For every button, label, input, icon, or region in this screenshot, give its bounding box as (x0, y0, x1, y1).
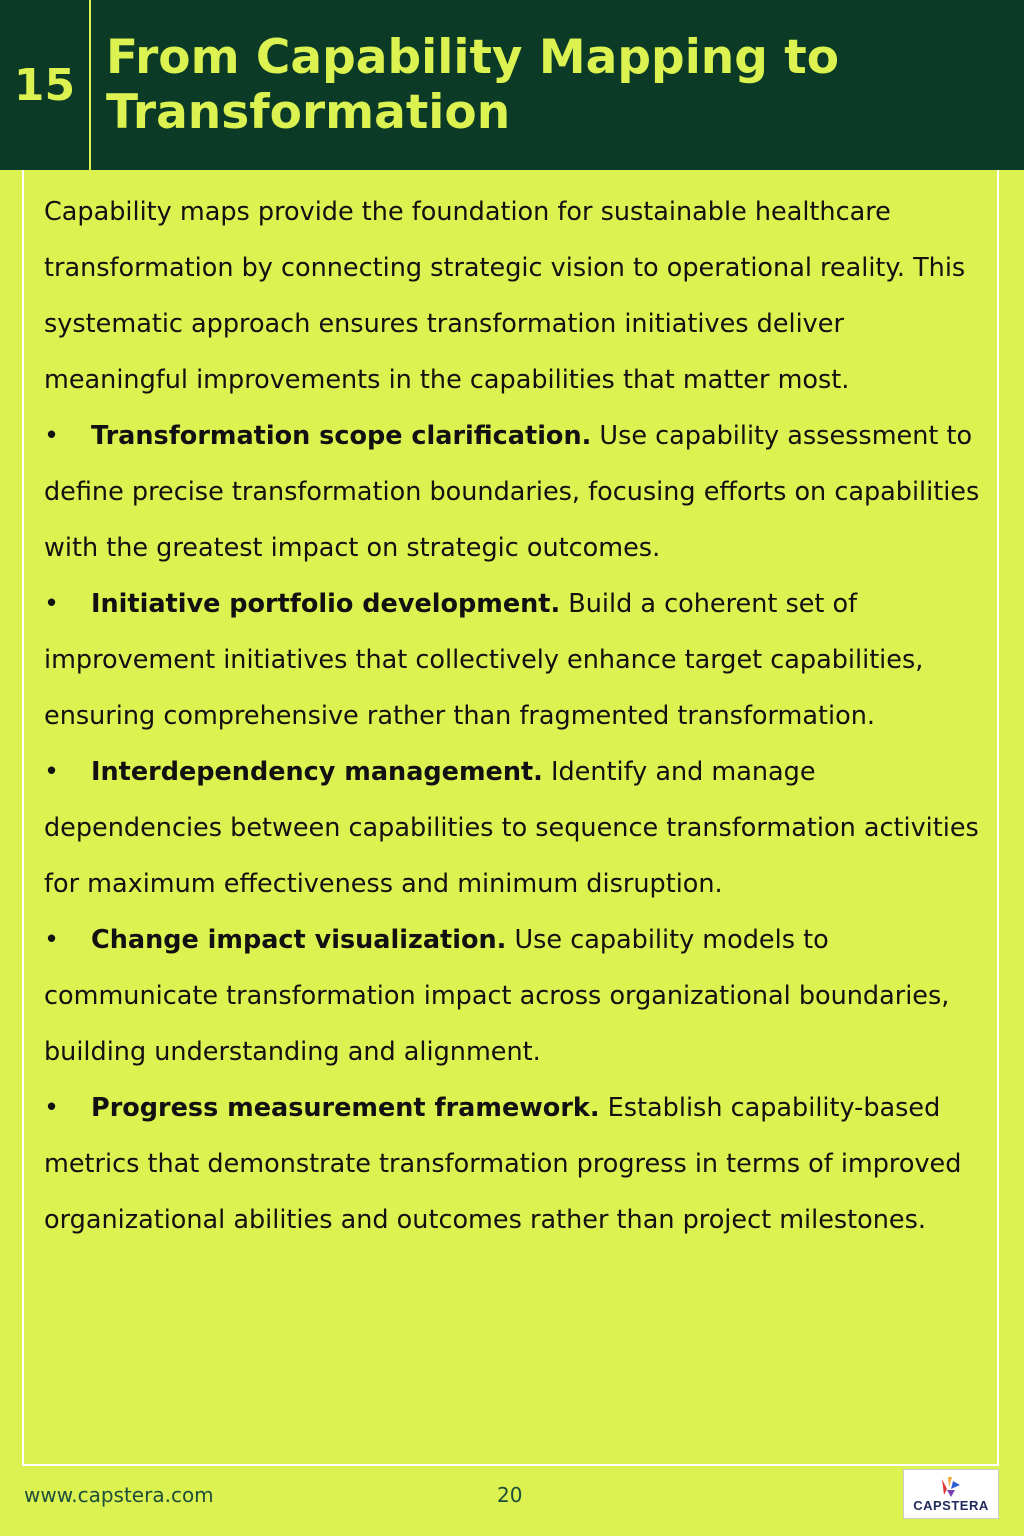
bullet-title: Change impact visualization. (91, 925, 507, 955)
header-divider (89, 0, 91, 170)
logo-text: CAPSTERA (913, 1498, 989, 1513)
bullet-list (44, 408, 984, 1248)
bullet-title: Initiative portfolio development. (91, 589, 561, 619)
footer-website-link[interactable]: www.capstera.com (24, 1483, 214, 1507)
bullet-item: • Progress measurement framework. Establish capability-based metrics that demonstrate transformation progress in terms of improved organizational abilities and outcomes rather than project milestones. (44, 1093, 962, 1235)
page-header (0, 0, 1024, 170)
bullet-item: • Change impact visualization. Use capability models to communicate transformation impact across organizational boundaries, building understanding and alignment. (44, 925, 950, 1067)
bullet-item: • Interdependency management. Identify and manage dependencies between capabilities to sequence transformation activities for maximum effectiveness and minimum disruption. (44, 757, 979, 899)
bullet-text: Use capability models to communicate transformation impact across organizational boundaries, building understanding and alignment. (44, 925, 950, 1067)
page-number: 20 (497, 1483, 523, 1507)
bullet-title: Transformation scope clarification. (91, 421, 592, 451)
capstera-logo-icon (936, 1475, 966, 1499)
capstera-logo (903, 1469, 999, 1519)
content-body (44, 184, 984, 1248)
page-title: From Capability Mapping to Transformation (106, 30, 840, 140)
bullet-text: Use capability assessment to define precise transformation boundaries, focusing efforts on capabilities with the greatest impact on strategic outcomes. (44, 421, 980, 563)
bullet-item: • Transformation scope clarification. Use capability assessment to define precise transformation boundaries, focusing efforts on capabilities with the greatest impact on strategic outcomes. (44, 421, 980, 563)
bullet-title: Progress measurement framework. (91, 1093, 600, 1123)
bullet-text: Build a coherent set of improvement initiatives that collectively enhance target capabilities, ensuring comprehensive rather than fragmented transformation. (44, 589, 924, 731)
bullet-item: • Initiative portfolio development. Build a coherent set of improvement initiatives that collectively enhance target capabilities, ensuring comprehensive rather than fragmented transformation. (44, 589, 924, 731)
bullet-text: Identify and manage dependencies between capabilities to sequence transformation activities for maximum effectiveness and minimum disruption. (44, 757, 979, 899)
intro-paragraph: Capability maps provide the foundation for sustainable healthcare transformation by connecting strategic vision to operational reality. This systematic approach ensures transformation initiatives deliver meaningful improvements in the capabilities that matter most. (44, 197, 966, 395)
bullet-title: Interdependency management. (91, 757, 543, 787)
bullet-text: Establish capability-based metrics that demonstrate transformation progress in terms of improved organizational abilities and outcomes rather than project milestones. (44, 1093, 962, 1235)
chapter-number: 15 (13, 59, 76, 111)
